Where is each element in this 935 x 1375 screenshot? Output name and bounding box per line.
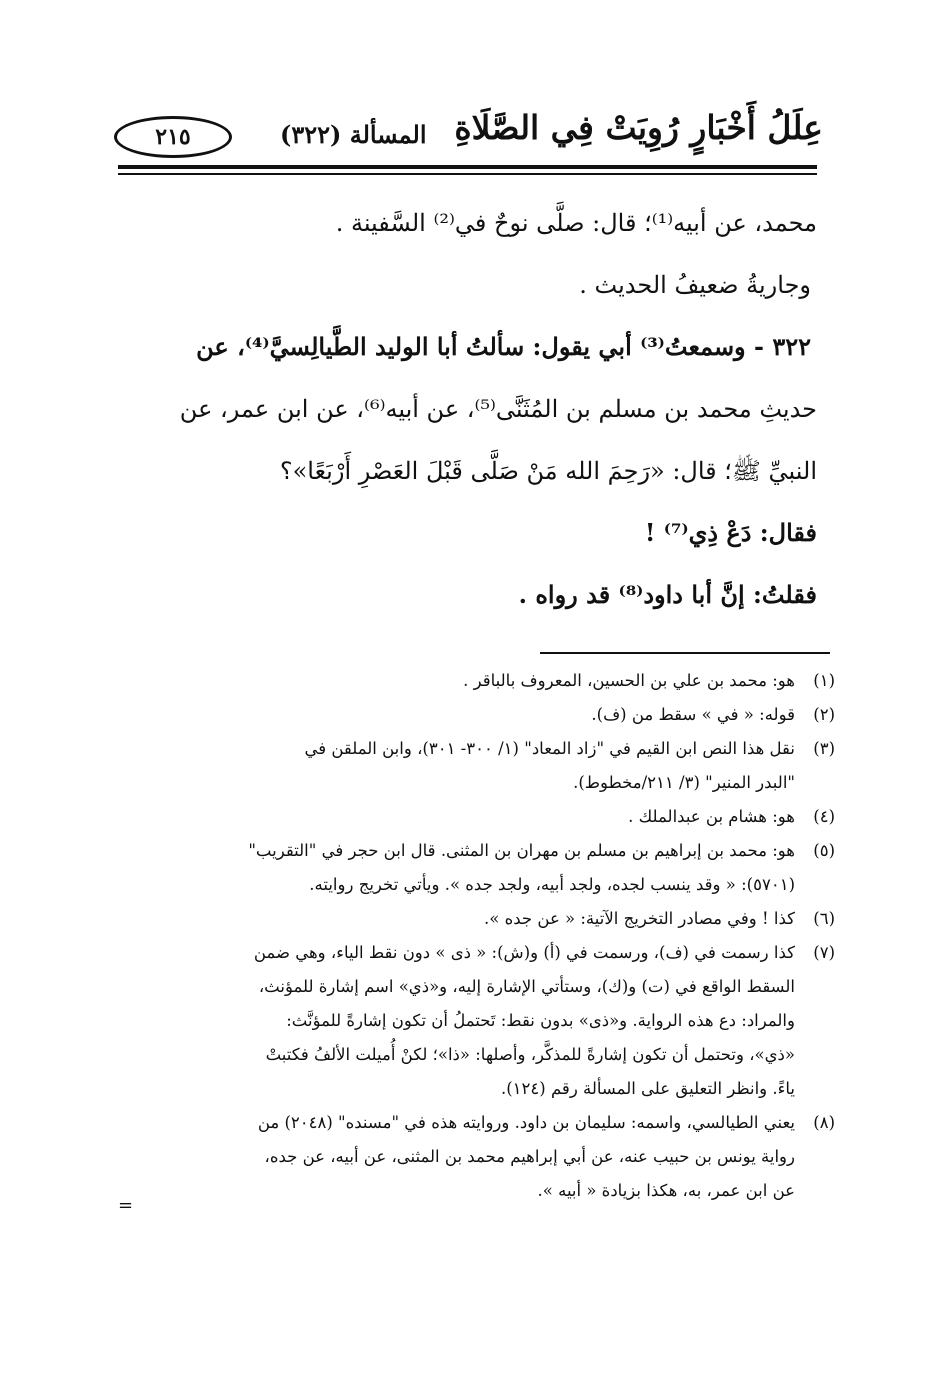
footnote-item: [110, 698, 835, 732]
footnote-number: (١): [813, 671, 835, 690]
footnote-item: [110, 902, 835, 936]
footnote-line: نقل هذا النص ابن القيم في "زاد المعاد" (١/ ٣٠٠- ٣٠١)، وابن الملقن في: [304, 739, 795, 758]
footnote-item: [110, 664, 835, 698]
footnote-number: (٤): [813, 807, 835, 826]
footnote-line: والمراد: دع هذه الرواية. و«ذى» بدون نقط: تَحتملُ أن تكون إشارةً للمؤنَّث:: [286, 1011, 795, 1030]
footnote-number: (٦): [813, 909, 835, 928]
text-line: فقال: دَعْ ذِي⁽⁷⁾ !: [644, 518, 817, 547]
footnote-item: [110, 732, 835, 800]
footnotes: [110, 664, 835, 1208]
footnote-item: [110, 936, 835, 1106]
text-line: حديثِ محمد بن مسلم بن المُثَنَّى⁽⁵⁾، عن أبيه⁽⁶⁾، عن ابن عمر، عن: [179, 395, 817, 423]
page-header: [112, 104, 823, 162]
footnote-line: رواية يونس بن حبيب عنه، عن أبي إبراهيم محمد بن المثنى، عن أبيه، عن جده،: [264, 1147, 795, 1166]
footnote-line: "البدر المنير" (٣/ ٢١١/مخطوط).: [573, 773, 795, 792]
footnote-line: كذا رسمت في (ف)، ورسمت في (أ) و(ش): « ذى » دون نقط الياء، وهي ضمن: [253, 943, 795, 962]
text-line: محمد، عن أبيه⁽¹⁾؛ قال: صلَّى نوحٌ في⁽²⁾ السَّفينة .: [335, 209, 817, 237]
page-number: ٢١٥: [114, 116, 232, 158]
footnote-line: هو: محمد بن علي بن الحسين، المعروف بالباقر .: [463, 671, 795, 690]
footnote-line: يعني الطيالسي، واسمه: سليمان بن داود. وروايته هذه في "مسنده" (٢٠٤٨) من: [257, 1113, 795, 1132]
footnote-line: عن ابن عمر، به، هكذا بزيادة « أبيه ».: [537, 1181, 795, 1200]
footnote-number: (٨): [813, 1113, 835, 1132]
book-title: عِلَلُ أَخْبَارٍ رُوِيَتْ فِي الصَّلَاةِ: [454, 108, 823, 147]
footnote-item: [110, 1106, 835, 1208]
header-rule-thin: [118, 173, 817, 175]
footnote-line: هو: هشام بن عبدالملك .: [628, 807, 795, 826]
footnote-number: (٣): [813, 739, 835, 758]
footnote-separator: [540, 652, 830, 654]
footnote-number: (٢): [813, 705, 835, 724]
footnote-line: ياءً. وانظر التعليق على المسألة رقم (١٢٤).: [500, 1079, 795, 1098]
text-line: النبيِّ ﷺ؛ قال: «رَحِمَ الله مَنْ صَلَّى قَبْلَ العَصْرِ أَرْبَعًا»؟: [279, 457, 817, 485]
footnote-item: [110, 800, 835, 834]
footnote-line: كذا ! وفي مصادر التخريج الآتية: « عن جده ».: [484, 909, 795, 928]
main-text: [118, 192, 817, 626]
footnote-line: «ذي»، وتحتمل أن تكون إشارةً للمذكَّر، وأصلها: «ذا»؛ لكنْ أُميلت الألفُ فكتبتْ: [265, 1045, 795, 1064]
footnote-item: [110, 834, 835, 902]
footnote-line: هو: محمد بن إبراهيم بن مسلم بن مهران بن المثنى. قال ابن حجر في "التقريب": [248, 841, 795, 860]
text-line: فقلتُ: إنَّ أبا داود⁽⁸⁾ قد رواه .: [518, 580, 817, 609]
text-line: ٣٢٢ - وسمعتُ⁽³⁾ أبي يقول: سألتُ أبا الوليد الطَّيالِسيَّ⁽⁴⁾، عن: [196, 332, 811, 361]
masala-number: المسألة (٣٢٢): [280, 120, 427, 149]
text-line: وجاريةُ ضعيفُ الحديث .: [579, 271, 811, 299]
footnote-line: (٥٧٠١): « وقد ينسب لجده، ولجد أبيه، ولجد جده ». ويأتي تخريج روايته.: [309, 875, 795, 894]
footnote-number: (٧): [813, 943, 835, 962]
footnote-line: السقط الواقع في (ت) و(ك)، وستأتي الإشارة إليه، و«ذي» اسم إشارة للمؤنث،: [258, 977, 795, 996]
footnote-line: قوله: « في » سقط من (ف).: [591, 705, 795, 724]
footnote-number: (٥): [813, 841, 835, 860]
header-rule-thick: [118, 165, 817, 169]
continuation-mark: =: [118, 1195, 134, 1216]
